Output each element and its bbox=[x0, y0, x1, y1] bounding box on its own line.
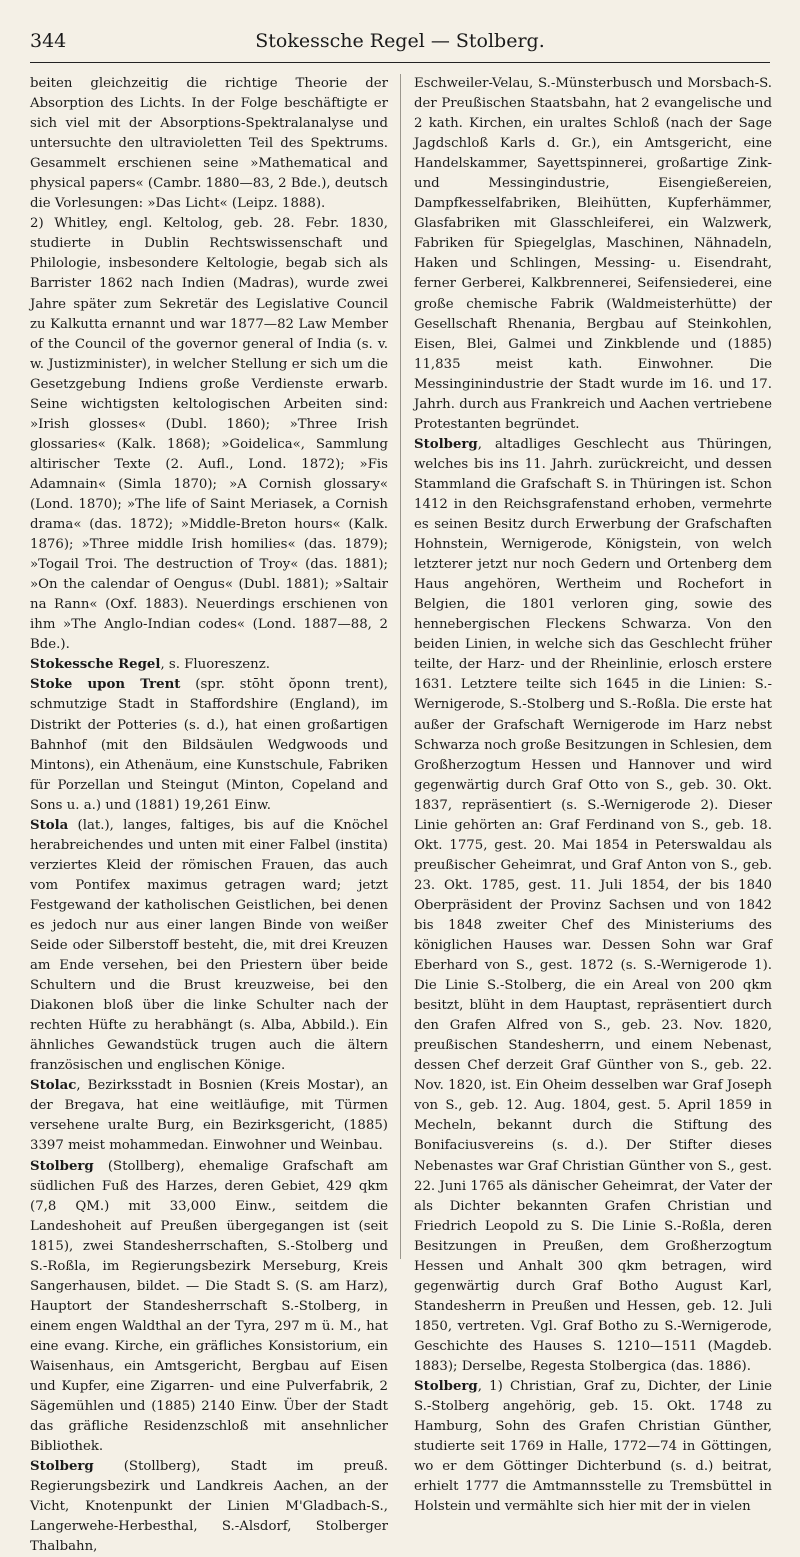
entry-headword: Stolberg bbox=[414, 1379, 478, 1395]
entry-paragraph bbox=[30, 816, 388, 1077]
entry-text: (Stollberg), ehemalige Grafschaft am südlichen Fuß des Harzes, deren Gebiet, 429 qkm (7,8 QM.) mit 33,000 Einw., seitdem die Landeshoheit auf Preußen übergegangen ist (seit 1815), zwei Standesherrschaften, S.-Stolberg und S.-Roßla, im Regierungsbezirk Merseburg, Kreis Sangerhausen, bildet. — Die Stadt S. (S. am Harz), Hauptort der Standesherrschaft S.-Stolberg, in einem engen Waldthal an der Tyra, 297 m ü. M., hat eine evang. Kirche, ein gräfliches Konsistorium, ein Waisenhaus, ein Amtsgericht, Bergbau auf Eisen und Kupfer, eine Zigarren- und eine Pulverfabrik, 2 Sägemühlen und (1885) 2140 Einw. Über der Stadt das gräfliche Residenzschloß mit ansehnlicher Bibliothek. bbox=[30, 1158, 388, 1455]
entry-paragraph bbox=[30, 655, 388, 675]
entry-text: , 1) Christian, Graf zu, Dichter, der Linie S.-Stolberg angehörig, geb. 15. Okt. 1748 zu Hamburg, Sohn des Grafen Christian Günther, studierte seit 1769 in Halle, 1772—74 in Göttingen, wo er dem Göttinger Dichterbund (s. d.) beitrat, erhielt 1777 die Amtmannsstelle zu Tremsbüttel in Holstein und vermählte sich hier mit der in vielen bbox=[414, 1379, 772, 1515]
entry-text: , Bezirksstadt in Bosnien (Kreis Mostar), an der Bregava, hat eine weitläufige, mit Türmen versehene uralte Burg, ein Bezirksgericht, (1885) 3397 meist mohammedan. Einwohner und Weinbau. bbox=[30, 1078, 388, 1154]
entry-text: (Stollberg), Stadt im preuß. Regierungsbezirk und Landkreis Aachen, an der Vicht, Knotenpunkt der Linien M'Gladbach-S., Langerwehe-Herbesthal, S.-Alsdorf, Stolberger Thalbahn, bbox=[30, 1459, 388, 1555]
entry-paragraph bbox=[414, 74, 772, 435]
running-title: Stokessche Regel — Stolberg. bbox=[255, 30, 545, 52]
entry-headword: Stoke upon Trent bbox=[30, 677, 181, 693]
entry-text: beiten gleichzeitig die richtige Theorie der Absorption des Lichts. In der Folge beschäftigte er sich viel mit der Absorptions-Spektralanalyse und untersuchte den ultravioletten Teil des Spektrums. Gesammelt erschienen seine »Mathematical and physical papers« (Cambr. 1880—83, 2 Bde.), deutsch die Vorlesungen: »Das Licht« (Leipz. 1888). bbox=[30, 76, 388, 212]
entry-paragraph bbox=[30, 1076, 388, 1156]
entry-headword: Stokessche Regel bbox=[30, 657, 161, 673]
entry-text: 2) Whitley, engl. Keltolog, geb. 28. Febr. 1830, studierte in Dublin Rechtswissenschaft und Philologie, insbesondere Keltologie, begab sich als Barrister 1862 nach Indien (Madras), wurde zwei Jahre später zum Sekretär des Legislative Council zu Kalkutta ernannt und war 1877—82 Law Member of the Council of the governor general of India (s. v. w. Justizminister), in welcher Stellung er sich um die Gesetzgebung Indiens große Verdienste erwarb. Seine wichtigsten keltologischen Arbeiten sind: »Irish glosses« (Dubl. 1860); »Three Irish glossaries« (Kalk. 1868); »Goidelica«, Sammlung altirischer Texte (2. Aufl., Lond. 1872); »Fis Adamnain« (Simla 1870); »A Cornish glossary« (Lond. 1870); »The life of Saint Meriasek, a Cornish drama« (das. 1872); »Middle-Breton hours« (Kalk. 1876); »Three middle Irish homilies« (das. 1879); »Togail Troi. The destruction of Troy« (das. 1881); »On the calendar of Oengus« (Dubl. 1881); »Saltair na Rann« (Oxf. 1883). Neuerdings erschienen von ihm »The Anglo-Indian codes« (Lond. 1887—88, 2 Bde.). bbox=[30, 216, 388, 653]
entry-text: , altadliges Geschlecht aus Thüringen, welches bis ins 11. Jahrh. zurückreicht, und dessen Stammland die Grafschaft S. in Thüringen ist. Schon 1412 in den Reichsgrafenstand erhoben, vermehrte es seinen Besitz durch Erwerbung der Grafschaften Hohnstein, Wernigerode, Königstein, von welch letzterer jetzt nur noch Gedern und Ortenberg dem Haus angehören, Wertheim und Rochefort in Belgien, die 1801 verloren ging, sowie des hennebergischen Fleckens Schwarza. Von den beiden Linien, in welche sich das Geschlecht früher teilte, der Harz- und der Rheinlinie, erlosch erstere 1631. Letztere teilte sich 1645 in die Linien: S.-Wernigerode, S.-Stolberg und S.-Roßla. Die erste hat außer der Grafschaft Wernigerode im Harz nebst Schwarza noch große Besitzungen in Schlesien, dem Großherzogtum Hessen und Hannover und wird gegenwärtig durch Graf Otto von S., geb. 30. Okt. 1837, repräsentiert (s. S.-Wernigerode 2). Dieser Linie gehörten an: Graf Ferdinand von S., geb. 18. Okt. 1775, gest. 20. Mai 1854 in Peterswaldau als preußischer Geheimrat, und Graf Anton von S., geb. 23. Okt. 1785, gest. 11. Juli 1854, der bis 1840 Oberpräsident der Provinz Sachsen und von 1842 bis 1848 zweiter Chef des Ministeriums des königlichen Hauses war. Dessen Sohn war Graf Eberhard von S., gest. 1872 (s. S.-Wernigerode 1). Die Linie S.-Stolberg, die ein Areal von 200 qkm besitzt, blüht in dem Hauptast, repräsentiert durch den Grafen Alfred von S., geb. 23. Nov. 1820, preußischen Standesherrn, und einem Nebenast, dessen Chef derzeit Graf Günther von S., geb. 22. Nov. 1820, ist. Ein Oheim desselben war Graf Joseph von S., geb. 12. Aug. 1804, gest. 5. April 1859 in Mecheln, bekannt durch die Stiftung des Bonifaciusvereins (s. d.). Der Stifter dieses Nebenastes war Graf Christian Günther von S., gest. 22. Juni 1765 als dänischer Geheimrat, der Vater der als Dichter bekannten Grafen Christian und Friedrich Leopold zu S. Die Linie S.-Roßla, deren Besitzungen in Preußen, dem Großherzogtum Hessen und Anhalt 300 qkm betragen, wird gegenwärtig durch Graf Botho August Karl, Standesherrn in Preußen und Hessen, geb. 12. Juli 1850, vertreten. Vgl. Graf Botho zu S.-Wernigerode, Geschichte des Hauses S. 1210—1511 (Magdeb. 1883); Derselbe, Regesta Stolbergica (das. 1886). bbox=[414, 436, 772, 1374]
entry-paragraph bbox=[30, 1157, 388, 1458]
entry-headword: Stolberg bbox=[30, 1459, 94, 1475]
entry-paragraph bbox=[30, 74, 388, 214]
entry-text: , s. Fluoreszenz. bbox=[160, 657, 270, 673]
page-number: 344 bbox=[30, 30, 67, 52]
entry-headword: Stola bbox=[30, 817, 69, 833]
entry-headword: Stolberg bbox=[30, 1158, 94, 1174]
entry-paragraph bbox=[414, 1377, 772, 1517]
entry-headword: Stolberg bbox=[414, 436, 478, 452]
column-divider bbox=[400, 74, 401, 1259]
entry-text: (lat.), langes, faltiges, bis auf die Knöchel herabreichendes und unten mit einer Falbel (instita) verziertes Kleid der römischen Frauen, das auch vom Pontifex maximus getragen ward; jetzt Festgewand der katholischen Geistlichen, bei denen es jedoch nur aus einer langen Binde von weißer Seide oder Silberstoff besteht, die, mit drei Kreuzen am Ende versehen, bei den Priestern über beide Schultern und die Brust kreuzweise, bei den Diakonen bloß über die linke Schulter nach der rechten Hüfte zu herabhängt (s. Alba, Abbild.). Ein ähnliches Gewandstück trugen auch die ältern französischen und englischen Könige. bbox=[30, 817, 388, 1074]
entry-paragraph bbox=[30, 1457, 388, 1557]
entry-text: (spr. stōht ŏponn trent), schmutzige Stadt in Staffordshire (England), im Distrikt der Potteries (s. d.), hat einen großartigen Bahnhof (mit den Bildsäulen Wedgwoods und Mintons), ein Athenäum, eine Kunstschule, Fabriken für Porzellan und Steingut (Minton, Copeland and Sons u. a.) und (1881) 19,261 Einw. bbox=[30, 677, 388, 813]
page-header bbox=[30, 30, 770, 63]
right-column bbox=[414, 74, 772, 1515]
entry-paragraph bbox=[30, 214, 388, 655]
entry-headword: Stolac bbox=[30, 1078, 77, 1094]
entry-paragraph bbox=[30, 675, 388, 815]
entry-paragraph bbox=[414, 435, 772, 1377]
entry-text: Eschweiler-Velau, S.-Münsterbusch und Morsbach-S. der Preußischen Staatsbahn, hat 2 evangelische und 2 kath. Kirchen, ein uraltes Schloß (nach der Sage Jagdschloß Karls d. Gr.), ein Amtsgericht, eine Handelskammer, Sayettspinnerei, großartige Zink- und Messingindustrie, Eisengießereien, Dampfkesselfabriken, Bleihütten, Kupferhämmer, Glasfabriken mit Glasschleiferei, ein Walzwerk, Fabriken für Spiegelglas, Maschinen, Nähnadeln, Haken und Schlingen, Messing- u. Eisendraht, ferner Gerberei, Kalkbrennerei, Seifensiederei, eine große chemische Fabrik (Waldmeisterhütte) der Gesellschaft Rhenania, Bergbau auf Steinkohlen, Eisen, Blei, Galmei und Zinkblende und (1885) 11,835 meist kath. Einwohner. Die Messinginindustrie der Stadt wurde im 16. und 17. Jahrh. durch aus Frankreich und Aachen vertriebene Protestanten begründet. bbox=[414, 76, 772, 432]
left-column bbox=[30, 74, 388, 1555]
